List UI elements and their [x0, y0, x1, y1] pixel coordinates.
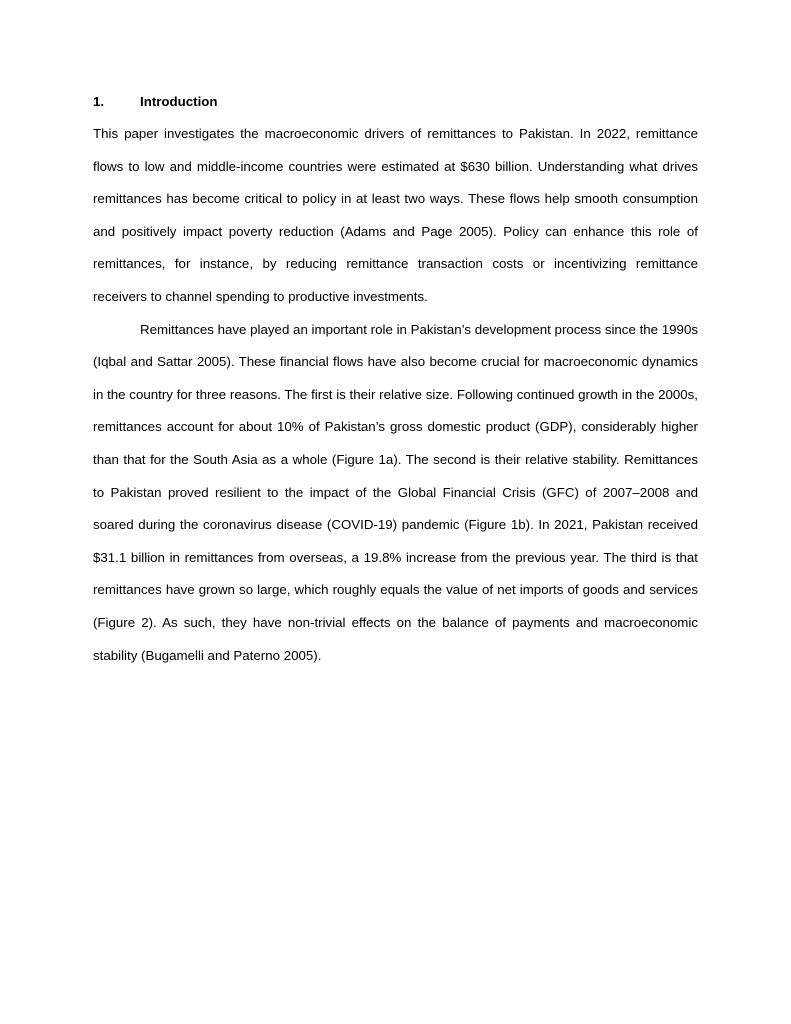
- body-text: [93, 118, 698, 672]
- section-title: Introduction: [140, 94, 218, 109]
- paragraph-1: This paper investigates the macroeconomic drivers of remittances to Pakistan. In 2022, remittance flows to low and middle-income countries were estimated at $630 billion. Understanding what drives remittances has become critical to policy in at least two ways. These flows help smooth consumption and positively impact poverty reduction (Adams and Page 2005). Policy can enhance this role of remittances, for instance, by reducing remittance transaction costs or incentivizing remittance receivers to channel spending to productive investments.: [93, 126, 698, 304]
- section-number: 1.: [93, 94, 105, 109]
- paragraph-2: Remittances have played an important role in Pakistan’s development process since the 1990s (Iqbal and Sattar 2005). These financial flows have also become crucial for macroeconomic dynamics in the country for three reasons. The first is their relative size. Following continued growth in the 2000s, remittances account for about 10% of Pakistan’s gross domestic product (GDP), considerably higher than that for the South Asia as a whole (Figure 1a). The second is their relative stability. Remittances to Pakistan proved resilient to the impact of the Global Financial Crisis (GFC) of 2007–2008 and soared during the coronavirus disease (COVID-19) pandemic (Figure 1b). In 2021, Pakistan received $31.1 billion in remittances from overseas, a 19.8% increase from the previous year. The third is that remittances have grown so large, which roughly equals the value of net imports of goods and services (Figure 2). As such, they have non-trivial effects on the balance of payments and macroeconomic stability (Bugamelli and Paterno 2005).: [93, 321, 698, 663]
- section-heading: [93, 93, 218, 110]
